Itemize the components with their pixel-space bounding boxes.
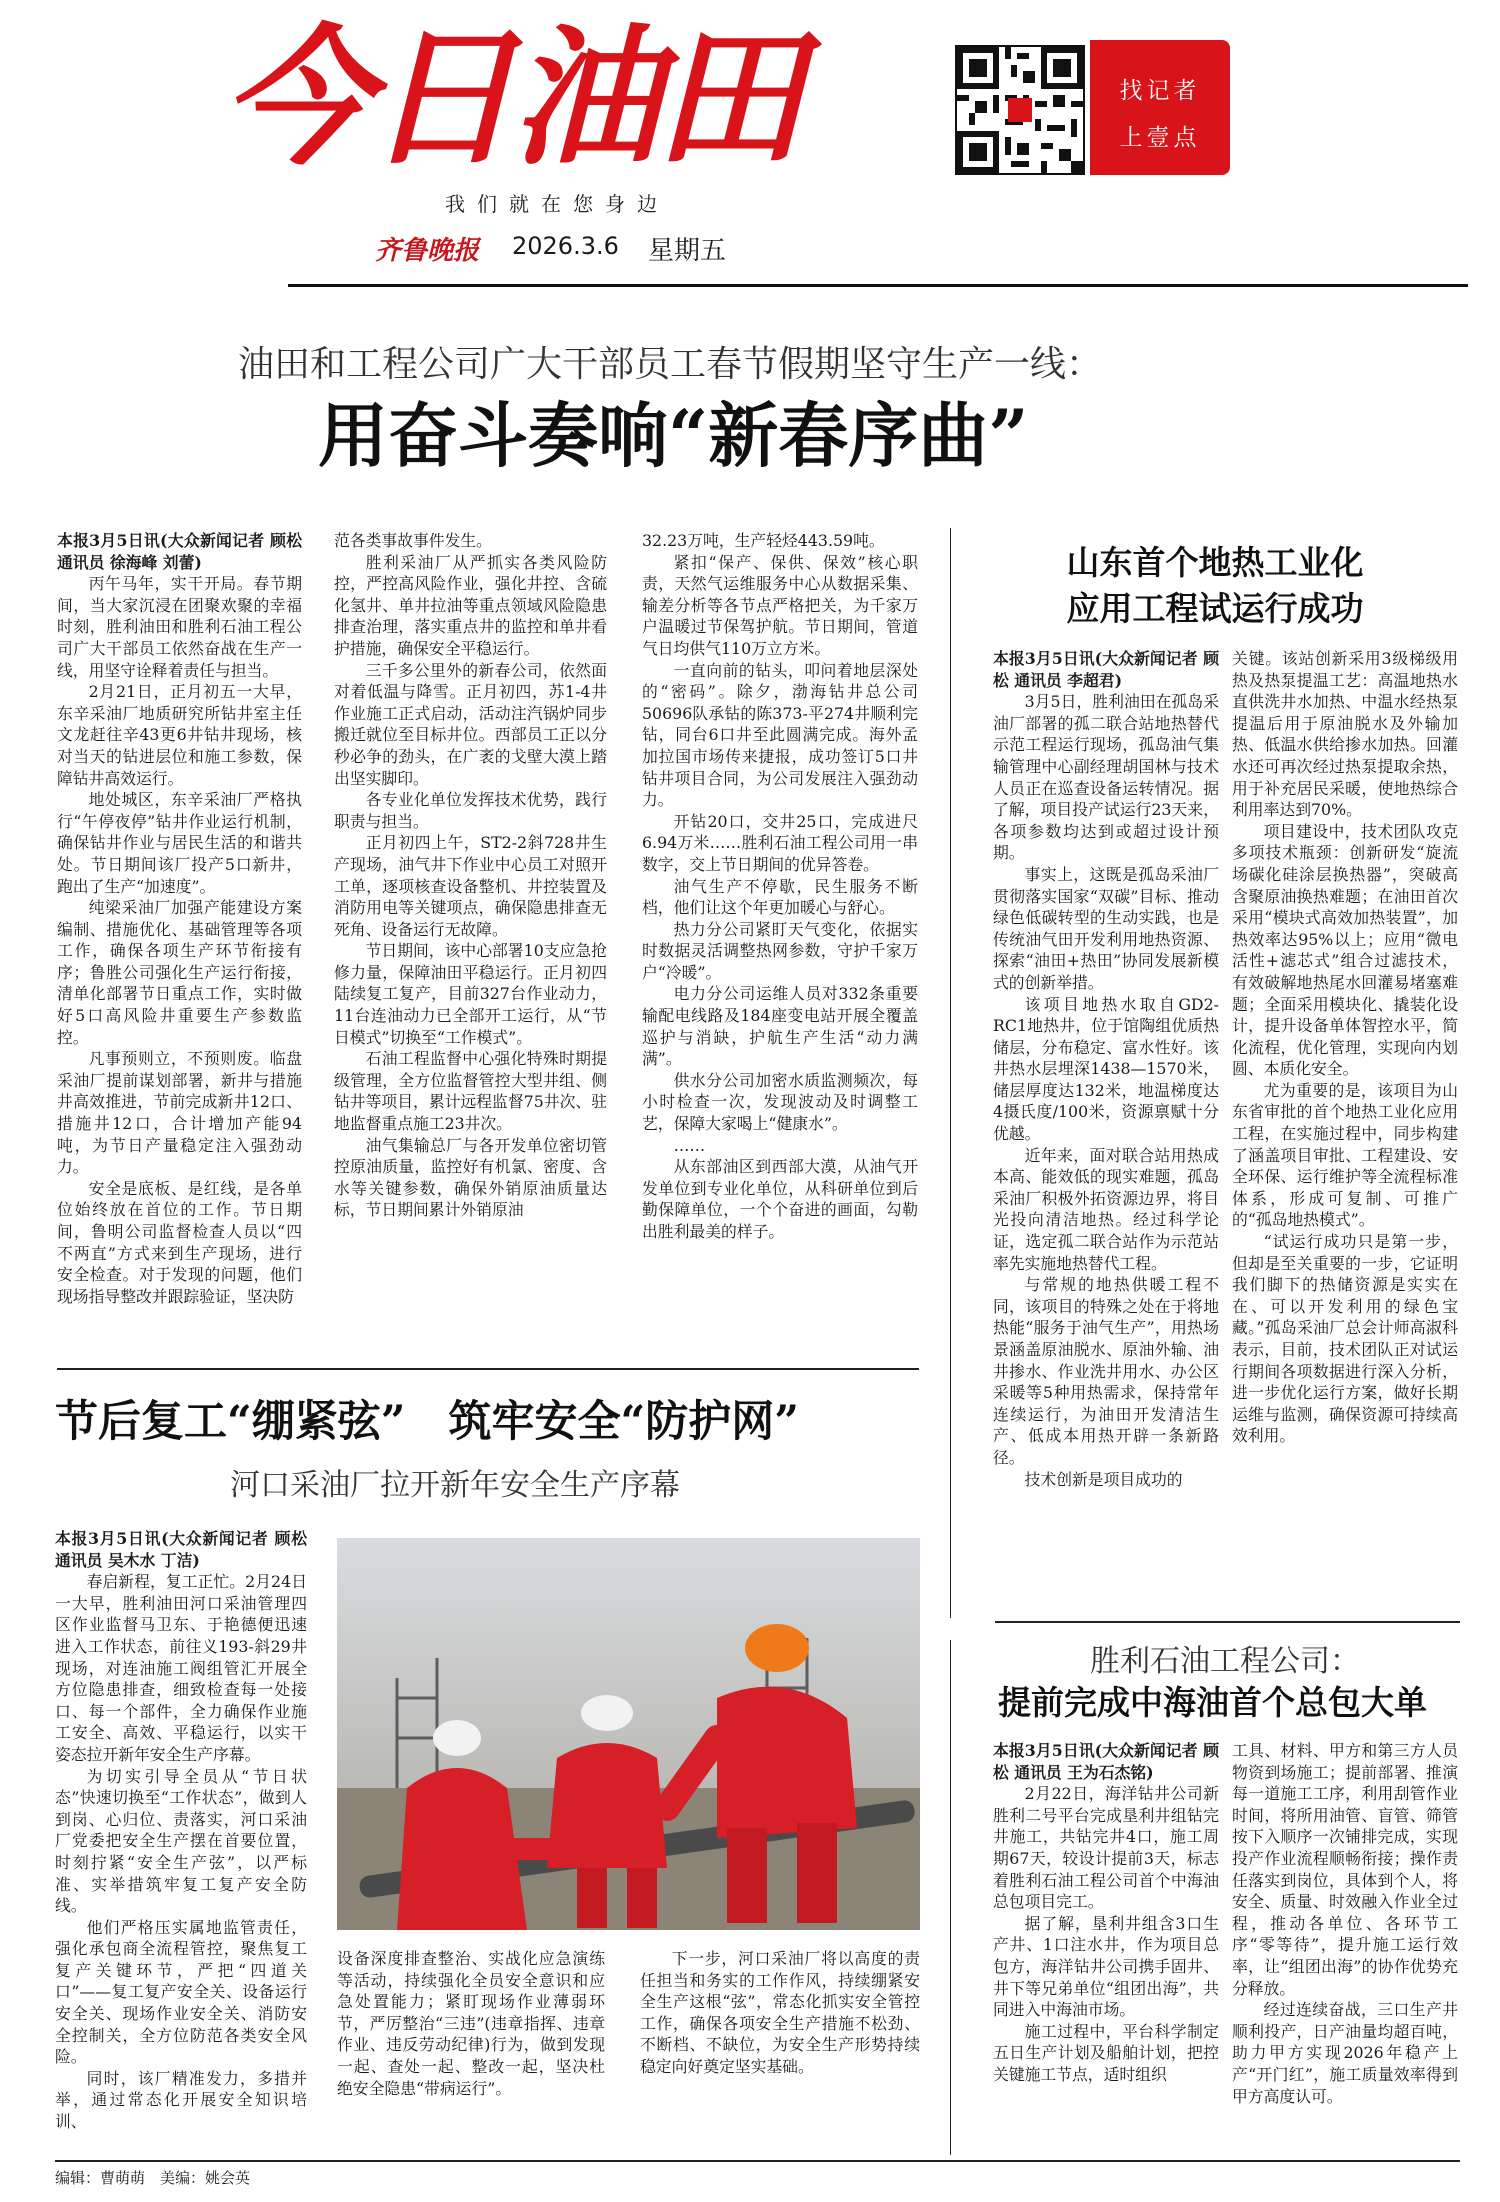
masthead-title: 今日油田 (222, 12, 799, 186)
qr-code-icon[interactable] (955, 45, 1085, 175)
section-rule (57, 1368, 919, 1370)
paragraph: 节日期间，该中心部署10支应急抢修力量，保障油田平稳运行。正月初四陆续复工复产，目前327台作业动力，11台连油动力已全部开工运行，从“节日模式”切换至“工作模式”。 (334, 941, 607, 1047)
story2-headline-line2: 应用工程试运行成功 (1066, 589, 1364, 628)
story3-headline: 节后复工“绷紧弦” 筑牢安全“防护网” (55, 1397, 799, 1447)
paragraph: 丙午马年，实干开局。春节期间，当大家沉浸在团聚欢聚的幸福时刻，胜利油田和胜利石油工程公司广大干部员工依然奋战在生产一线，用坚守诠释着责任与担当。 (57, 574, 302, 680)
masthead-slogan: 我们就在您身边 (445, 192, 669, 216)
worksite-photo (337, 1538, 920, 1930)
paragraph: 与常规的地热供暖工程不同，该项目的特殊之处在于将地热能“服务于油气生产”，用热场景涵盖原油脱水、原油外输、油井掺水、作业洗井用水、办公区采暖等5种用热需求，保持常年连续运行，为油田开发清洁生产、低成本用热开辟一条新路径。 (993, 1275, 1219, 1467)
paper-name-logo: 齐鲁晚报 (375, 236, 480, 266)
story3-column-1 (55, 1528, 307, 2153)
story1-column-3 (642, 530, 918, 1365)
story3-byline: 本报3月5日讯(大众新闻记者 顾松 通讯员 吴木水 丁洁) (55, 1529, 307, 1570)
paragraph: 供水分公司加密水质监测频次，每小时检查一次，发现波动及时调整工艺，保障大家喝上“健康水”。 (642, 1070, 918, 1134)
paragraph: 2月22日，海洋钻井公司新胜利二号平台完成垦利井组钻完井施工，共钻完井4口，施工周期67天，较设计提前3天，标志着胜利石油工程公司首个中海油总包项目完工。 (993, 1784, 1219, 1912)
paragraph: 经过连续奋战，三口生产井顺利投产，日产油量均超百吨，助力甲方实现2026年稳产上产“开门红”，施工质量效率得到甲方高度认可。 (1232, 2000, 1458, 2106)
story4-kicker: 胜利石油工程公司： (1090, 1644, 1360, 1679)
paragraph: 从东部油区到西部大漠，从油气开发单位到专业化单位，从科研单位到后勤保障单位，一个个奋进的画面，勾勒出胜利最美的样子。 (642, 1157, 918, 1241)
paragraph: 3月5日，胜利油田在孤岛采油厂部署的孤二联合站地热替代示范工程运行现场，孤岛油气集输管理中心副经理胡国林与技术人员正在巡查设备运转情况。据了解，项目投产试运行23天来，各项参数均达到或超过设计预期。 (993, 692, 1219, 863)
story3-subhead: 河口采油厂拉开新年安全生产序幕 (230, 1468, 680, 1503)
paragraph: 开钻20口，交井25口，完成进尺6.94万米……胜利石油工程公司用一串数字，交上节日期间的优异答卷。 (642, 811, 918, 874)
paragraph: 技术创新是项目成功的 (1024, 1469, 1183, 1489)
qr-caption-box (1090, 40, 1230, 175)
story1-column-2 (334, 530, 607, 1365)
issue-date: 2026.3.6 (512, 232, 619, 260)
paragraph: 纯梁采油厂加强产能建设方案编制、措施优化、基础管理等各项工作，确保各项生产环节衔接有序；鲁胜公司强化生产运行衔接，清单化部署节日重点工作，实时做好5口高风险井重要生产参数监控。 (57, 898, 302, 1047)
paragraph: 该项目地热水取自GD2-RC1地热井，位于馆陶组优质热储层，分布稳定、富水性好。该井热水层埋深1438—1570米，储层厚度达132米，地温梯度达4摄氏度/100米，资源禀赋十分优越。 (993, 994, 1219, 1144)
story2-headline (1000, 540, 1430, 632)
paragraph: 石油工程监督中心强化特殊时期提级管理，全方位监督管控大型井组、侧钻井等项目，累计远程监督75井次、驻地监督重点施工23井次。 (334, 1049, 607, 1134)
story2-byline: 本报3月5日讯(大众新闻记者 顾松 通讯员 李超君) (993, 649, 1219, 690)
paragraph: 工具、材料、甲方和第三方人员物资到场施工；提前部署、推演每一道施工工序，利用刮管作业时间，将所用油管、盲管、筛管按下入顺序一次铺排完成，实现投产作业流程顺畅衔接；操作责任落实到岗位，具体到个人，将安全、质量、时效融入作业全过程，推动各单位、各环节工序“零等待”，提升施工运行效率，让“组团出海”的协作优势充分释放。 (1232, 1741, 1458, 1998)
issue-weekday: 星期五 (648, 236, 727, 266)
story4-column-2 (1232, 1740, 1458, 2155)
paragraph: 施工过程中，平台科学制定五日生产计划及船舶计划，把控关键施工节点，适时组织 (993, 2021, 1219, 2084)
paragraph: 32.23万吨，生产轻烃443.59吨。 (642, 531, 885, 550)
column-rule (950, 528, 951, 1618)
footer-rule (55, 2160, 1460, 2162)
story3-column-3 (640, 1948, 920, 2153)
paragraph: 据了解，垦利井组含3口生产井、1口注水井，作为项目总包方，海洋钻井公司携手固井、井下等兄弟单位“组团出海”，共同进入中海油市场。 (993, 1913, 1219, 2020)
section-rule (995, 1621, 1460, 1623)
paragraph: 油气生产不停歇，民生服务不断档，他们让这个年更加暖心与舒心。 (642, 876, 918, 918)
paragraph: 为切实引导全员从“节日状态”快速切换至“工作状态”，做到人到岗、心归位、责落实，河口采油厂党委把安全生产摆在首要位置，时刻拧紧“安全生产弦”，以严标准、实举措筑牢复工复产安全防线。 (55, 1766, 307, 1916)
story3-column-2 (337, 1948, 605, 2153)
column-rule (950, 1640, 951, 2155)
paragraph: 油气集输总厂与各开发单位密切管控原油质量，监控好有机氯、密度、含水等关键参数，确保外销原油质量达标，节日期间累计外销原油 (334, 1135, 607, 1220)
paragraph: 设备深度排查整治、实战化应急演练等活动，持续强化全员安全意识和应急处置能力；紧盯现场作业薄弱环节，严厉整治“三违”(违章指挥、违章作业、违反劳动纪律)行为，做到发现一起、查处一起、整改一起，坚决杜绝安全隐患“带病运行”。 (337, 1949, 605, 2098)
paragraph: “试运行成功只是第一步，但却是至关重要的一步，它证明我们脚下的热储资源是实实在在、可以开发利用的绿色宝藏。”孤岛采油厂总会计师高淑科表示，目前，技术团队正对试运行期间各项数据进行深入分析，进一步优化运行方案，做好长期运维与监测，确保资源可持续高效利用。 (1232, 1232, 1458, 1446)
paragraph: 尤为重要的是，该项目为山东省审批的首个地热工业化应用工程，在实施过程中，同步构建了涵盖项目审批、工程建设、安全环保、运行维护等全流程标准体系，形成可复制、可推广的“孤岛地热模式”。 (1232, 1080, 1458, 1230)
story1-kicker: 油田和工程公司广大干部员工春节假期坚守生产一线： (238, 344, 1103, 385)
footer-editor-credit: 编辑：曹萌萌 美编：姚会英 (55, 2169, 251, 2187)
paragraph: 胜利采油厂从严抓实各类风险防控，严控高风险作业，强化井控、含硫化氢井、单井拉油等重点领域风险隐患排查治理，落实重点井的监控和单井看护措施，确保安全平稳运行。 (334, 552, 607, 658)
paragraph: 电力分公司运维人员对332条重要输配电线路及184座变电站开展全覆盖巡护与消缺，护航生产生活“动力满满”。 (642, 984, 918, 1069)
masthead-rule (288, 284, 1468, 287)
paragraph: 三千多公里外的新春公司，依然面对着低温与降雪。正月初四，苏1-4井作业施工正式启动，活动注汽锅炉同步搬迁就位至目标井位。西部员工正以分秒必争的劲头，在广袤的戈壁大漠上踏出坚实脚印。 (334, 660, 607, 788)
paragraph: 地处城区，东辛采油厂严格执行“午停夜停”钻井作业运行机制，确保钻井作业与居民生活的和谐共处。节日期间该厂投产5口新井，跑出了生产“加速度”。 (57, 790, 302, 896)
paragraph: 近年来，面对联合站用热成本高、能效低的现实难题，孤岛采油厂积极外拓资源边界，将目光投向清洁地热。经过科学论证，选定孤二联合站作为示范站率先实施地热替代工程。 (993, 1145, 1219, 1273)
story2-column-2 (1232, 648, 1458, 1611)
qr-caption-line2: 上壹点 (1119, 125, 1201, 151)
paragraph: …… (673, 1135, 706, 1155)
paragraph: 同时，该厂精准发力，多措并举，通过常态化开展安全知识培训、 (55, 2068, 307, 2132)
paragraph: 凡事预则立，不预则废。临盘采油厂提前谋划部署，新井与措施井高效推进，节前完成新井12口、措施井12口，合计增加产能94吨，为节日产量稳定注入强劲动力。 (57, 1049, 302, 1177)
paragraph: 安全是底板、是红线，是各单位始终放在首位的工作。节日期间，鲁明公司监督检查人员以“四不两直”方式来到生产现场，进行安全检查。对于发现的问题，他们现场指导整改并跟踪验证，坚决防 (57, 1178, 302, 1306)
story4-headline: 提前完成中海油首个总包大单 (998, 1683, 1427, 1722)
paragraph: 关键。该站创新采用3级梯级用热及热泵提温工艺：高温地热水直供洗井水加热、中温水经热泵提温后用于原油脱水及外输加热、低温水供给掺水加热。回灌水还可再次经过热泵提取余热，用于补充居民采暖，使地热综合利用率达到70%。 (1232, 649, 1458, 820)
paragraph: 项目建设中，技术团队攻克多项技术瓶颈：创新研发“旋流场碳化硅涂层换热器”，突破高含聚原油换热难题；在油田首次采用“模块式高效加热装置”，加热效率达95%以上；应用“微电活性+滤芯式”组合过滤技术，有效破解地热尾水回灌易堵塞难题；全面采用模块化、撬装化设计，提升设备单体智控水平，简化流程，优化管理，实现向内划圆、本质化安全。 (1232, 821, 1458, 1079)
story4-column-1 (993, 1740, 1219, 2155)
story1-headline: 用奋斗奏响“新春序曲” (318, 394, 1029, 477)
story2-headline-line1: 山东首个地热工业化 (1066, 543, 1364, 582)
paragraph: 下一步，河口采油厂将以高度的责任担当和务实的工作作风，持续绷紧安全生产这根“弦”，常态化抓实安全管控工作，确保各项安全生产措施不松劲、不断档、不缺位，为安全生产形势持续稳定向好奠定坚实基础。 (640, 1949, 920, 2076)
paragraph: 各专业化单位发挥技术优势，践行职责与担当。 (334, 790, 607, 831)
paragraph: 热力分公司紧盯天气变化，依据实时数据灵活调整热网参数，守护千家万户“冷暖”。 (642, 919, 918, 982)
paragraph: 范各类事故事件发生。 (334, 531, 492, 550)
paragraph: 紧扣“保产、保供、保效”核心职责，天然气运维服务中心从数据采集、输差分析等各节点严格把关，为千家万户温暖过节保驾护航。节日期间，管道气日均供气110万立方米。 (642, 552, 918, 658)
paragraph: 他们严格压实属地监管责任，强化承包商全流程管控，聚焦复工复产关键环节，严把“四道关口”——复工复产安全关、设备运行安全关、现场作业安全关、消防安全控制关，全方位防范各类安全风险。 (55, 1917, 307, 2067)
story4-byline: 本报3月5日讯(大众新闻记者 顾松 通讯员 王为石杰铭) (993, 1741, 1219, 1782)
paragraph: 一直向前的钻头，叩问着地层深处的“密码”。除夕，渤海钻井总公司50696队承钻的陈373-平274井顺利完钻，同台6口井至此圆满完成。海外孟加拉国市场传来捷报，成功签订5口井钻井项目合同，为公司发展注入强劲动力。 (642, 660, 918, 810)
paragraph: 正月初四上午，ST2-2斜728井生产现场，油气井下作业中心员工对照开工单，逐项核查设备整机、井控装置及消防用电等关键项点，确保隐患排查无死角、设备运行无故障。 (334, 833, 607, 939)
story2-column-1 (993, 648, 1219, 1611)
paragraph: 事实上，这既是孤岛采油厂贯彻落实国家“双碳”目标、推动绿色低碳转型的生动实践，也是传统油气田开发利用地热资源、探索“油田+热田”协同发展新模式的创新举措。 (993, 864, 1219, 992)
story1-byline: 本报3月5日讯(大众新闻记者 顾松 通讯员 徐海峰 刘蕾) (57, 531, 302, 572)
qr-caption-line1: 找记者 (1119, 78, 1201, 104)
story1-column-1 (57, 530, 302, 1365)
paragraph: 春启新程，复工正忙。2月24日一大早，胜利油田河口采油管理四区作业监督马卫东、于艳德便迅速进入工作状态，前往义193-斜29井现场，对连油施工阀组管汇开展全方位隐患排查，细致检查每一处接口、每一个部件，全力确保作业施工安全、高效、平稳运行，以实干姿态拉开新年安全生产序幕。 (55, 1572, 307, 1764)
paragraph: 2月21日，正月初五一大早，东辛采油厂地质研究所钻井室主任文龙赶往辛43更6井钻井现场，核对当天的钻进层位和施工参数，保障钻井高效运行。 (57, 682, 302, 788)
